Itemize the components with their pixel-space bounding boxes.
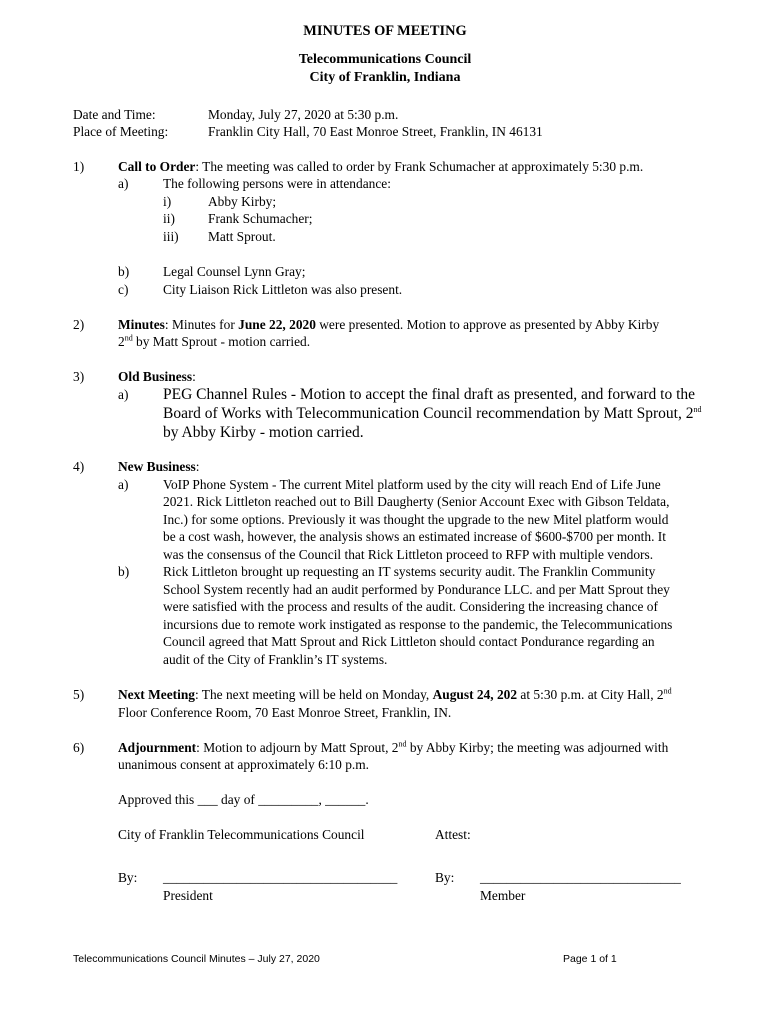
attendee-2-marker: ii) <box>163 211 175 226</box>
section-4a-line-4: be a cost wash, however, the analysis shows an estimated increase of $600-$700 per month. It <box>163 529 666 544</box>
section-1-line <box>118 158 643 176</box>
section-5-heading: Next Meeting <box>118 687 195 702</box>
section-5-line-2: Floor Conference Room, 70 East Monroe Street, Franklin, IN. <box>118 705 452 720</box>
council-name: Telecommunications Council <box>298 52 472 67</box>
council-signature-label: City of Franklin Telecommunications Council <box>118 827 365 842</box>
section-2-line-1 <box>118 316 659 334</box>
attendee-3-marker: iii) <box>163 229 179 244</box>
section-1c-text: City Liaison Rick Littleton was also present. <box>163 282 403 297</box>
president-label: President <box>163 888 213 903</box>
attendee-3-name: Matt Sprout. <box>208 229 276 244</box>
attest-label: Attest: <box>435 827 471 842</box>
approval-line: Approved this ___ day of _________, ______. <box>118 792 369 807</box>
section-4a-marker: a) <box>118 477 129 492</box>
section-4a-line-3: Inc.) for some options. Previously it was thought the upgrade to the new Mitel platform would <box>163 512 669 527</box>
section-6-text-b: by Abby Kirby; the meeting was adjourned with <box>406 740 669 755</box>
section-4-colon: : <box>195 459 200 474</box>
section-2-line-2 <box>118 333 310 351</box>
section-5-date: August 24, 202 <box>432 687 518 702</box>
section-5-text-b: at 5:30 p.m. at City Hall, 2 <box>517 687 664 702</box>
by-label-left: By: <box>118 870 138 885</box>
member-signature-line[interactable]: ______________________________ <box>480 870 681 885</box>
section-4b-line-1: Rick Littleton brought up requesting an IT systems security audit. The Franklin Community <box>163 564 656 579</box>
section-2-date: June 22, 2020 <box>238 317 316 332</box>
section-3-colon: : <box>192 369 196 384</box>
attendee-2-name: Frank Schumacher; <box>208 211 313 226</box>
section-2-text-b: were presented. Motion to approve as presented by Abby Kirby <box>315 317 660 332</box>
city-name: City of Franklin, Indiana <box>309 70 461 85</box>
section-2-text-c: by Matt Sprout - motion carried. <box>132 334 311 349</box>
date-value: Monday, July 27, 2020 at 5:30 p.m. <box>208 107 399 122</box>
section-6-line-1 <box>118 739 668 757</box>
president-signature-line[interactable]: ___________________________________ <box>163 870 398 885</box>
section-3-heading-line <box>118 368 196 386</box>
section-1b-marker: b) <box>118 264 130 279</box>
section-4b-line-2: School System recently had an audit performed by Pondurance LLC. and per Matt Sprout they <box>163 582 670 597</box>
section-6-line-2: unanimous consent at approximately 6:10 p.m. <box>118 757 370 772</box>
section-4-number: 4) <box>73 459 85 474</box>
section-5-ordinal-suffix: nd <box>663 686 672 696</box>
section-3a-line-3: by Abby Kirby - motion carried. <box>163 424 364 441</box>
section-4a-line-5: was the consensus of the Council that Rick Littleton proceed to RFP with multiple vendors. <box>163 547 654 562</box>
section-4a-line-2: 2021. Rick Littleton reached out to Bill Daugherty (Senior Account Exec with Gibson Teldata, <box>163 494 670 509</box>
section-6-number: 6) <box>73 740 85 755</box>
section-4b-line-6: audit of the City of Franklin’s IT systems. <box>163 652 388 667</box>
section-1-heading: Call to Order <box>118 159 196 174</box>
section-5-text-a: : The next meeting will be held on Monday, <box>194 687 433 702</box>
section-3a-text: Board of Works with Telecommunication Council recommendation by Matt Sprout, 2 <box>163 405 694 422</box>
section-4b-line-3: were satisfied with the process and results of the audit. Considering the increasing chance of <box>163 599 658 614</box>
section-4b-line-5: Council agreed that Matt Sprout and Rick Littleton should contact Pondurance regarding an <box>163 634 655 649</box>
section-4b-marker: b) <box>118 564 130 579</box>
section-1a-text: The following persons were in attendance: <box>163 176 391 191</box>
section-2-ordinal-suffix: nd <box>124 333 133 343</box>
place-label: Place of Meeting: <box>73 124 169 139</box>
section-1a-marker: a) <box>118 176 129 191</box>
section-6-ordinal-suffix: nd <box>398 739 407 749</box>
section-5-line-1 <box>118 686 672 704</box>
section-2-ordinal: 2 <box>118 334 125 349</box>
by-label-right: By: <box>435 870 455 885</box>
footer-title: Telecommunications Council Minutes – July 27, 2020 <box>73 953 320 965</box>
section-4b-line-4: incursions due to remote work instigated as response to the pandemic, the Telecommunications <box>163 617 673 632</box>
attendee-1-name: Abby Kirby; <box>208 194 277 209</box>
document-title: MINUTES OF MEETING <box>303 23 467 39</box>
section-6-text-a: : Motion to adjourn by Matt Sprout, 2 <box>196 740 399 755</box>
section-3a-line-2 <box>163 404 701 423</box>
section-3a-marker: a) <box>118 387 129 402</box>
section-1b-text: Legal Counsel Lynn Gray; <box>163 264 306 279</box>
section-5-number: 5) <box>73 687 85 702</box>
section-1-text: : The meeting was called to order by Frank Schumacher at approximately 5:30 p.m. <box>195 159 644 174</box>
section-3a-line-1: PEG Channel Rules - Motion to accept the final draft as presented, and forward to the <box>163 386 696 403</box>
section-2-text-a: : Minutes for <box>164 317 239 332</box>
section-3-number: 3) <box>73 369 85 384</box>
page-number: Page 1 of 1 <box>563 953 617 965</box>
section-4a-line-1: VoIP Phone System - The current Mitel platform used by the city will reach End of Life June <box>163 477 661 492</box>
section-4-heading: New Business <box>118 459 196 474</box>
section-1c-marker: c) <box>118 282 129 297</box>
section-2-heading: Minutes <box>118 317 165 332</box>
date-label: Date and Time: <box>73 107 156 122</box>
section-2-number: 2) <box>73 317 85 332</box>
place-value: Franklin City Hall, 70 East Monroe Street, Franklin, IN 46131 <box>208 124 543 139</box>
section-1-number: 1) <box>73 159 85 174</box>
section-6-heading: Adjournment <box>118 740 197 755</box>
section-4-heading-line <box>118 458 200 476</box>
attendee-1-marker: i) <box>163 194 172 209</box>
member-label: Member <box>480 888 526 903</box>
section-3a-ordinal-suffix: nd <box>693 404 702 414</box>
section-3-heading: Old Business <box>118 369 193 384</box>
